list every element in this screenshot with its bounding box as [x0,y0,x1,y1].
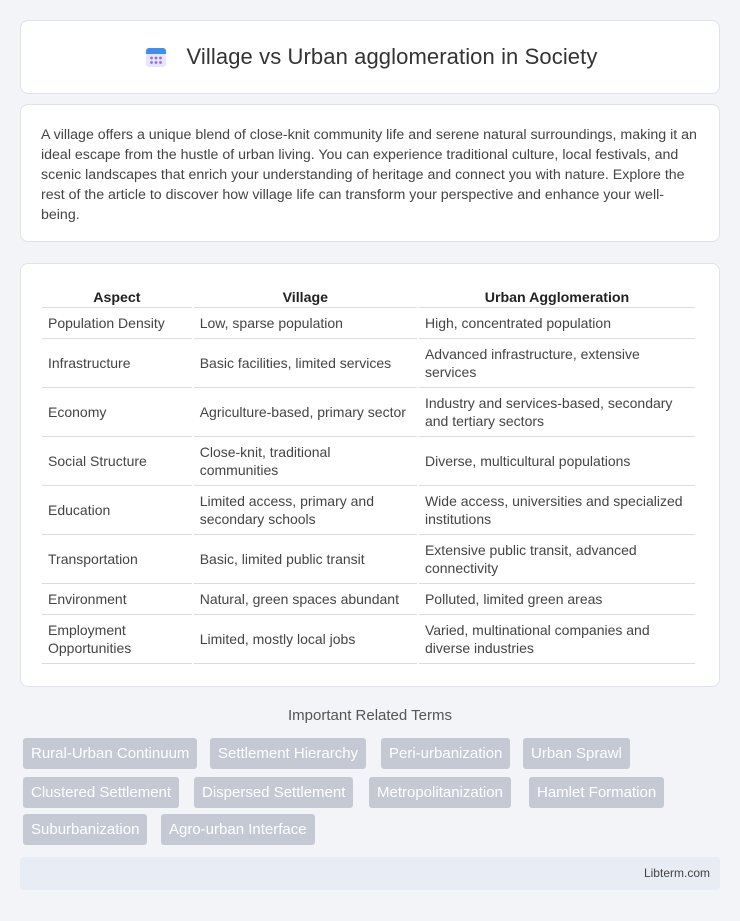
table-row [42,388,695,437]
table-cell: Agriculture-based, primary sector [194,388,417,437]
footer [20,857,720,890]
related-terms-title: Important Related Terms [288,707,452,724]
related-term-tag[interactable]: Settlement Hierarchy [210,738,366,769]
table-cell: Employment Opportunities [42,615,192,664]
table-cell: Extensive public transit, advanced connectivity [419,535,695,584]
table-cell: Wide access, universities and specialized institutions [419,486,695,535]
intro-card [20,104,720,242]
table-cell: Diverse, multicultural populations [419,437,695,486]
table-row [42,339,695,388]
table-row [42,615,695,664]
table-cell: Natural, green spaces abundant [194,584,417,615]
related-term-tag[interactable]: Peri-urbanization [381,738,510,769]
table-cell: Industry and services-based, secondary and tertiary sectors [419,388,695,437]
table-row [42,535,695,584]
header-card [20,20,720,94]
table-cell: Polluted, limited green areas [419,584,695,615]
related-term-tag[interactable]: Agro-urban Interface [161,814,315,845]
table-cell: Advanced infrastructure, extensive services [419,339,695,388]
table-cell: Social Structure [42,437,192,486]
comparison-table [40,286,697,664]
table-cell: Population Density [42,308,192,339]
footer-site-link[interactable]: Libterm.com [643,866,710,880]
table-cell: Economy [42,388,192,437]
table-cell: Basic facilities, limited services [194,339,417,388]
column-header-village: Village [194,286,417,308]
table-cell: Limited access, primary and secondary schools [194,486,417,535]
table-cell: Low, sparse population [194,308,417,339]
related-term-tag[interactable]: Metropolitanization [369,777,511,808]
table-cell: Transportation [42,535,192,584]
related-term-tag[interactable]: Hamlet Formation [529,777,664,808]
table-row [42,584,695,615]
table-row [42,308,695,339]
table-cell: High, concentrated population [419,308,695,339]
related-term-tag[interactable]: Dispersed Settlement [194,777,353,808]
related-term-tag[interactable]: Clustered Settlement [23,777,179,808]
page-title: Village vs Urban agglomeration in Society [186,44,598,69]
related-term-tag[interactable]: Rural-Urban Continuum [23,738,197,769]
table-cell: Education [42,486,192,535]
calendar-icon [143,44,169,70]
table-cell: Varied, multinational companies and diverse industries [419,615,695,664]
intro-text: A village offers a unique blend of close-knit community life and serene natural surroundings, making it an ideal escape from the hustle of urban living. You can experience traditional culture, local festivals, and scenic landscapes that enrich your understanding of heritage and connect you with nature. Explore the rest of the article to discover how village life can transform your perspective and enhance your well-being. [41,127,697,223]
table-cell: Close-knit, traditional communities [194,437,417,486]
related-term-tag[interactable]: Urban Sprawl [523,738,630,769]
table-cell: Limited, mostly local jobs [194,615,417,664]
table-row [42,486,695,535]
comparison-table-card [20,263,720,687]
table-header-row [42,286,695,308]
title-wrap [143,44,598,70]
table-row [42,437,695,486]
table-cell: Environment [42,584,192,615]
related-term-tag[interactable]: Suburbanization [23,814,147,845]
table-cell: Infrastructure [42,339,192,388]
column-header-urban: Urban Agglomeration [419,286,695,308]
table-cell: Basic, limited public transit [194,535,417,584]
column-header-aspect: Aspect [42,286,192,308]
